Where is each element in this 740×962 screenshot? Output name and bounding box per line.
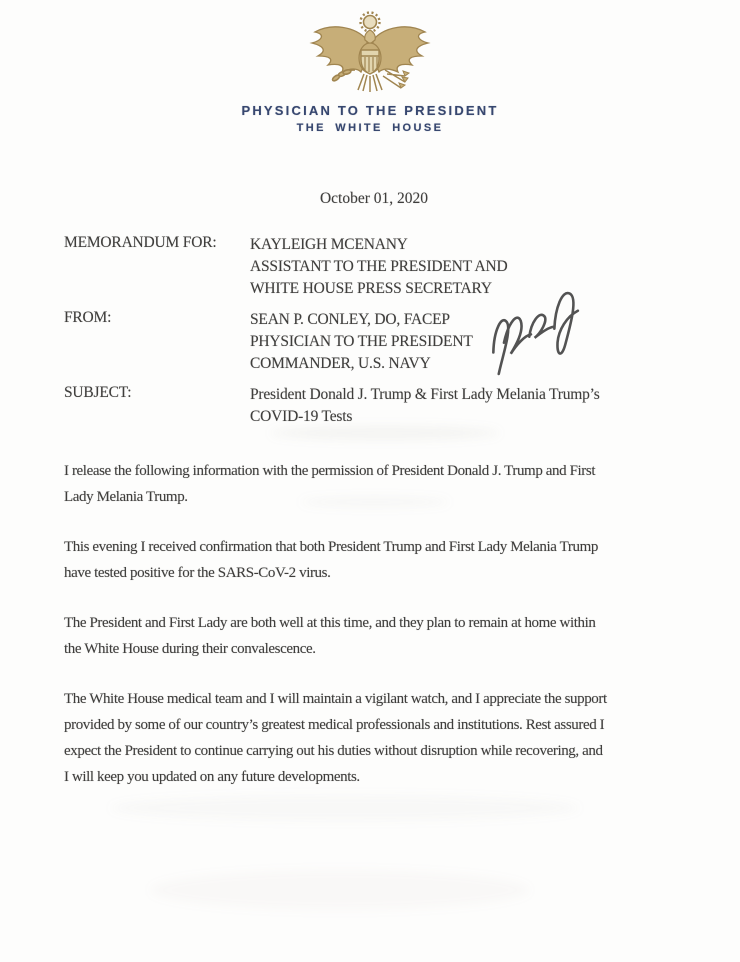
paragraph-medical-team-watch: The White House medical team and I will maintain a vigilant watch, and I appreciate the support provided by some of our country’s greatest medical professionals and institutions. Rest assured I expect the President to continue carrying out his duties without disruption while recovering, and I will keep you updated on any future developments. bbox=[64, 691, 607, 785]
letterhead-subtitle: THE WHITE HOUSE bbox=[296, 122, 444, 134]
letterhead-title: PHYSICIAN TO THE PRESIDENT bbox=[241, 103, 499, 118]
scan-artifact bbox=[270, 426, 500, 440]
subject-line-2: COVID-19 Tests bbox=[250, 408, 353, 425]
letterhead bbox=[0, 0, 740, 134]
subject-line-1: President Donald J. Trump & First Lady Melania Trump’s bbox=[250, 386, 600, 403]
scan-artifact bbox=[110, 795, 580, 821]
memo-body bbox=[64, 458, 684, 790]
scan-artifact bbox=[150, 870, 530, 910]
sender-title-line-1: PHYSICIAN TO THE PRESIDENT bbox=[250, 333, 473, 350]
memo-field-label: MEMORANDUM FOR: bbox=[64, 234, 217, 251]
recipient-name: KAYLEIGH MCENANY bbox=[250, 236, 408, 253]
memo-field-label: FROM: bbox=[64, 309, 112, 326]
paragraph-release-statement: I release the following information with the permission of President Donald J. Trump and First Lady Melania Trump. bbox=[64, 463, 596, 505]
sender-title-line-2: COMMANDER, U.S. NAVY bbox=[250, 355, 431, 372]
presidential-eagle-seal-icon bbox=[295, 10, 445, 96]
paragraph-condition-status: The President and First Lady are both well at this time, and they plan to remain at home within the White House during their convalescence. bbox=[64, 615, 596, 657]
paragraph-test-confirmation: This evening I received confirmation that both President Trump and First Lady Melania Trump have tested positive for the SARS-CoV-2 virus. bbox=[64, 539, 598, 581]
recipient-title-line-2: WHITE HOUSE PRESS SECRETARY bbox=[250, 280, 492, 297]
sender-name: SEAN P. CONLEY, DO, FACEP bbox=[250, 311, 450, 328]
memo-field-subject bbox=[64, 384, 676, 428]
memo-date: October 01, 2020 bbox=[319, 190, 429, 207]
recipient-title-line-1: ASSISTANT TO THE PRESIDENT AND bbox=[250, 258, 508, 275]
handwritten-signature-icon bbox=[474, 280, 592, 376]
memo-field-label: SUBJECT: bbox=[64, 384, 132, 401]
